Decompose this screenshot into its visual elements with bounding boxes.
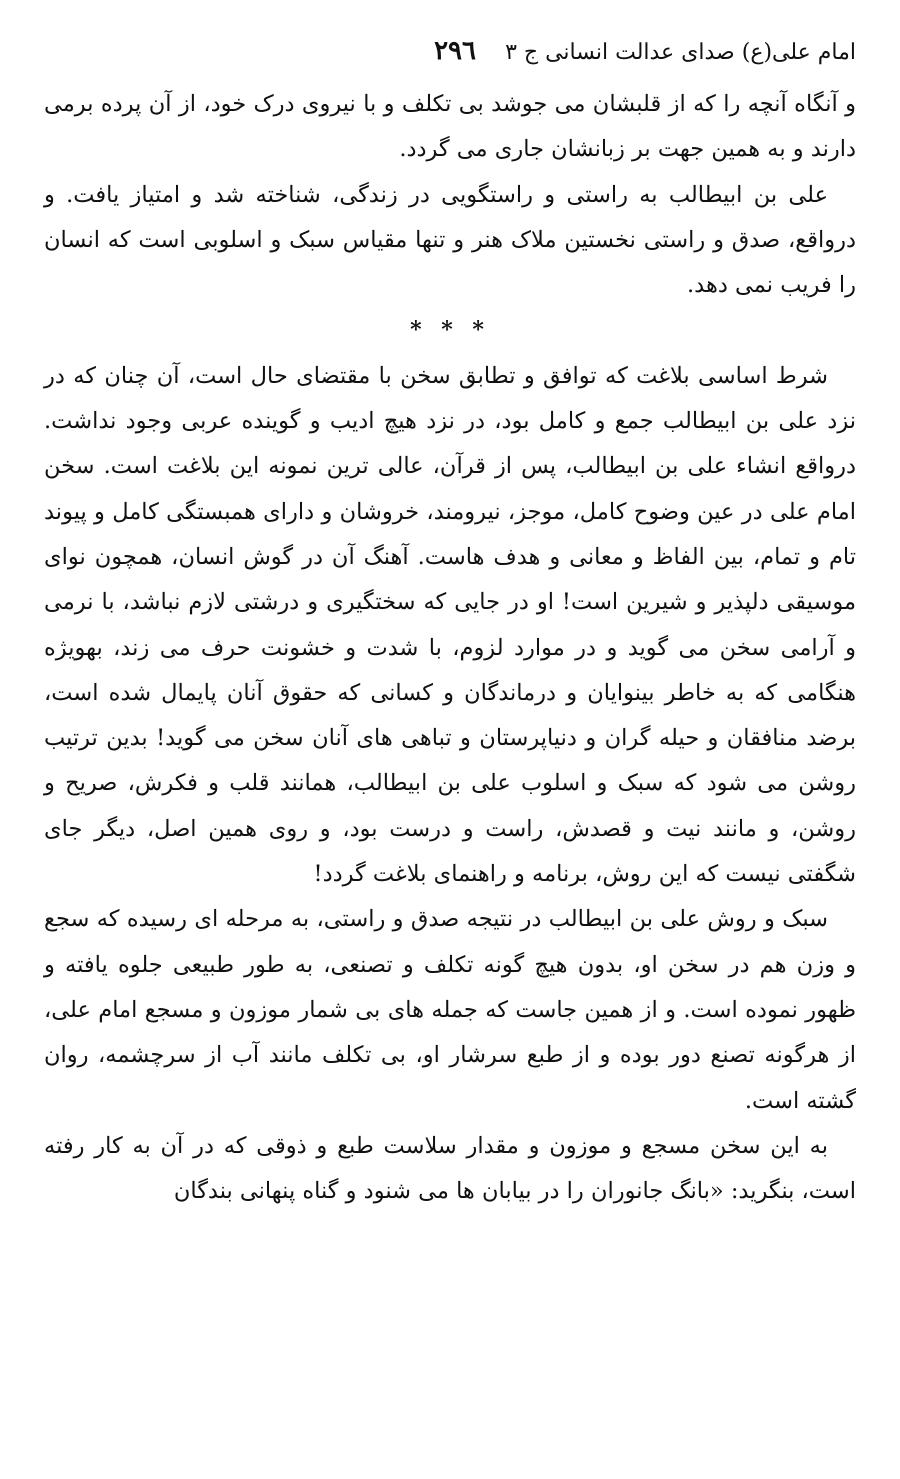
paragraph-2: علی بن ابیطالب به راستی و راستگویی در زندگی، شناخته شد و امتیاز یافت. و درواقع، صدق و راستی نخستین ملاک هنر و تنها مقیاس سبک و اسلوبی است که انسان را فریب نمی دهد. bbox=[44, 181, 856, 299]
paragraph-4: سبک و روش علی بن ابیطالب در نتیجه صدق و راستی، به مرحله ای رسیده که سجع و وزن هم در سخن او، بدون هیچ گونه تکلف و تصنعی، به طور طبیعی جلوه یافته و ظهور نموده است. و از همین جاست که جمله های بی شمار موزون و مسجع امام علی، از هرگونه تصنع دور بوده و از طبع سرشار او، بی تکلف مانند آب از سرچشمه، روان گشته است. bbox=[44, 906, 856, 1114]
section-divider: * * * bbox=[410, 317, 490, 344]
paragraph-1: و آنگاه آنچه را که از قلبشان می جوشد بی تکلف و با نیروی درک خود، از آن پرده برمی دارند و به همین جهت بر زبانشان جاری می گردد. bbox=[44, 91, 856, 163]
paragraph-5: به این سخن مسجع و موزون و مقدار سلاست طبع و ذوقی که در آن به کار رفته است، بنگرید: «بانگ جانوران را در بیابان ها می شنود و گناه پنهانی بندگان bbox=[44, 1132, 856, 1205]
page-number: ٢٩٦ bbox=[434, 36, 476, 66]
running-title: امام علی(ع) صدای عدالت انسانی ج ٣ bbox=[505, 40, 856, 65]
page-header bbox=[44, 36, 856, 76]
body-text bbox=[44, 82, 856, 1214]
paragraph-3: شرط اساسی بلاغت که توافق و تطابق سخن با مقتضای حال است، آن چنان که در نزد علی بن ابیطالب جمع و کامل بود، در نزد هیچ ادیب و گوینده عربی وجود نداشت. درواقع انشاء علی بن ابیطالب، پس از قرآن، عالی ترین نمونه این بلاغت است. سخن امام علی در عین وضوح کامل، موجز، نیرومند، خروشان و دارای همبستگی کامل و پیوند تام و تمام، بین الفاظ و معانی و هدف هاست. آهنگ آن در گوش انسان، همچون نوای موسیقی دلپذیر و شیرین است! او در جایی که سختگیری و درشتی لازم نباشد، با نرمی و آرامی سخن می گوید و در موارد لزوم، با شدت و خشونت حرف می زند، بهویژه هنگامی که به خاطر بینوایان و درماندگان و کسانی که حقوق آنان پایمال شده است، برضد منافقان و حیله گران و دنیاپرستان و تباهی های آنان سخن می گوید! بدین ترتیب روشن می شود که سبک و اسلوب علی بن ابیطالب، همانند قلب و فکرش، صریح و روشن، و مانند نیت و قصدش، راست و درست بود، و روی همین اصل، دیگر جای شگفتی نیست که این روش، برنامه و راهنمای بلاغت گردد! bbox=[44, 362, 856, 888]
